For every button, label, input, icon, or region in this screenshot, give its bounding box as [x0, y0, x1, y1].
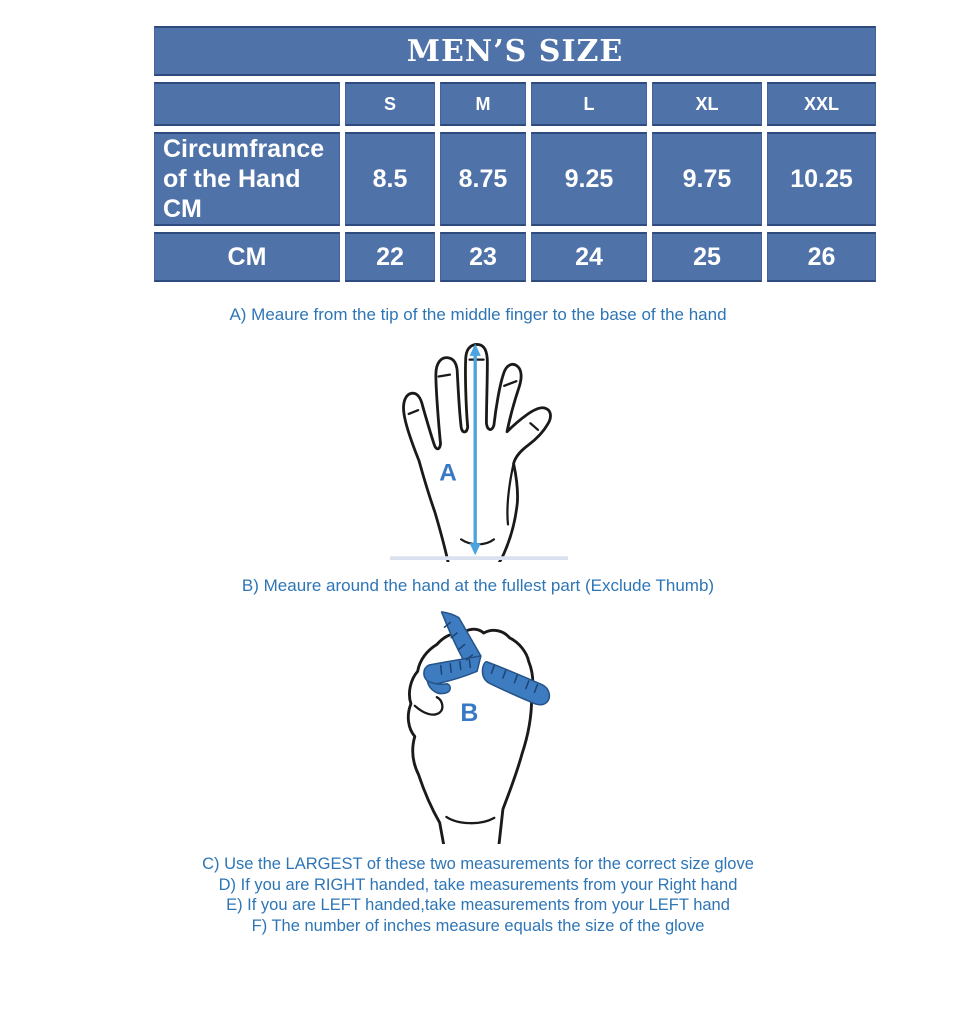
cm-row	[154, 232, 876, 282]
circumference-row-label: Circumfrance of the Hand CM	[154, 132, 340, 226]
instruction-a: A) Meaure from the tip of the middle finger to the base of the hand	[229, 305, 727, 324]
size-col-xxl: XXL	[767, 82, 876, 126]
cm-value: 22	[345, 232, 435, 282]
circumference-value: 8.75	[440, 132, 526, 226]
size-header-row	[154, 82, 876, 126]
size-col-m: M	[440, 82, 526, 126]
empty-corner-cell	[154, 82, 340, 126]
instruction-c: C) Use the LARGEST of these two measurements for the correct size glove	[202, 855, 754, 873]
wrist-cutoff-strip	[390, 556, 568, 560]
footer-instructions	[0, 854, 956, 936]
size-col-xl: XL	[652, 82, 762, 126]
fist-wrist-crease	[446, 817, 494, 823]
cm-row-label: CM	[154, 232, 340, 282]
instruction-b: B) Meaure around the hand at the fullest part (Exclude Thumb)	[241, 576, 715, 595]
circumference-row	[154, 132, 876, 226]
circumference-value: 9.75	[652, 132, 762, 226]
fist-diagram	[387, 604, 569, 844]
table-title: MEN’S SIZE	[154, 26, 876, 76]
cm-value: 24	[531, 232, 647, 282]
table-title-row	[154, 26, 876, 76]
cm-value: 25	[652, 232, 762, 282]
circumference-value: 10.25	[767, 132, 876, 226]
circumference-value: 8.5	[345, 132, 435, 226]
size-col-s: S	[345, 82, 435, 126]
cm-value: 23	[440, 232, 526, 282]
instruction-d: D) If you are RIGHT handed, take measurements from your Right hand	[218, 875, 738, 894]
diagram-b-label: B	[460, 699, 479, 728]
open-hand-diagram	[375, 337, 581, 562]
size-col-l: L	[531, 82, 647, 126]
hand-outline	[404, 344, 551, 561]
diagram-a-label: A	[439, 459, 457, 487]
circumference-value: 9.25	[531, 132, 647, 226]
cm-value: 26	[767, 232, 876, 282]
mens-size-table	[149, 20, 881, 288]
instruction-e: E) If you are LEFT handed,take measurements from your LEFT hand	[226, 896, 730, 914]
instruction-f: F) The number of inches measure equals the size of the glove	[251, 916, 705, 935]
